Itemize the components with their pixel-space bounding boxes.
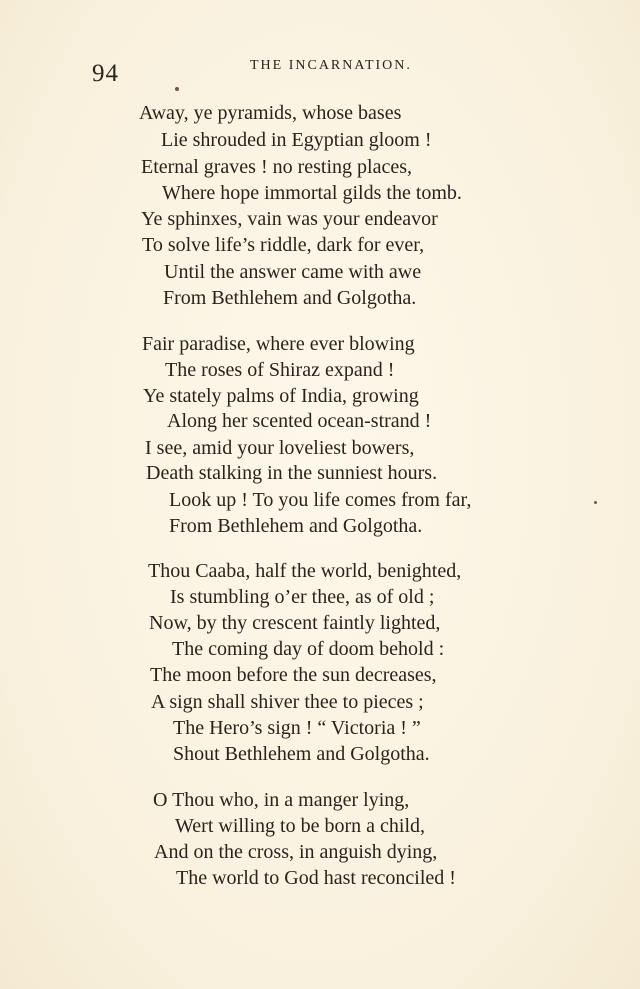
verse-line: To solve life’s riddle, dark for ever, [142, 234, 425, 256]
verse-line: Now, by thy crescent faintly lighted, [149, 612, 441, 634]
verse-line: The Hero’s sign ! “ Victoria ! ” [173, 717, 421, 739]
verse-line: Ye sphinxes, vain was your endeavor [141, 208, 438, 230]
page-number: 94 [92, 60, 119, 87]
verse-line: Fair paradise, where ever blowing [142, 333, 415, 355]
verse-line: A sign shall shiver thee to pieces ; [151, 691, 424, 713]
verse-line: Lie shrouded in Egyptian gloom ! [161, 129, 432, 151]
verse-line: Away, ye pyramids, whose bases [139, 102, 402, 124]
verse-line: Along her scented ocean-strand ! [167, 410, 432, 432]
verse-line: From Bethlehem and Golgotha. [169, 515, 423, 537]
ink-speck [175, 87, 179, 91]
verse-line: And on the cross, in anguish dying, [154, 841, 438, 863]
verse-line: The world to God hast reconciled ! [176, 867, 456, 889]
verse-line: Wert willing to be born a child, [175, 815, 425, 837]
verse-line: Ye stately palms of India, growing [143, 385, 419, 407]
verse-line: The moon before the sun decreases, [150, 664, 437, 686]
verse-line: Is stumbling o’er thee, as of old ; [170, 586, 435, 608]
verse-line: Eternal graves ! no resting places, [141, 156, 413, 178]
verse-line: Shout Bethlehem and Golgotha. [173, 743, 430, 765]
verse-line: The roses of Shiraz expand ! [165, 359, 395, 381]
verse-line: The coming day of doom behold : [172, 638, 445, 660]
verse-line: I see, amid your loveliest bowers, [145, 437, 415, 459]
verse-line: Thou Caaba, half the world, benighted, [148, 560, 462, 582]
running-head: THE INCARNATION. [250, 58, 412, 73]
verse-line: From Bethlehem and Golgotha. [163, 287, 417, 309]
verse-line: Death stalking in the sunniest hours. [146, 462, 438, 484]
verse-line: Until the answer came with awe [164, 261, 422, 283]
verse-line: O Thou who, in a manger lying, [153, 789, 410, 811]
verse-line: Look up ! To you life comes from far, [169, 489, 472, 511]
verse-line: Where hope immortal gilds the tomb. [162, 182, 462, 204]
ink-speck [594, 501, 597, 504]
